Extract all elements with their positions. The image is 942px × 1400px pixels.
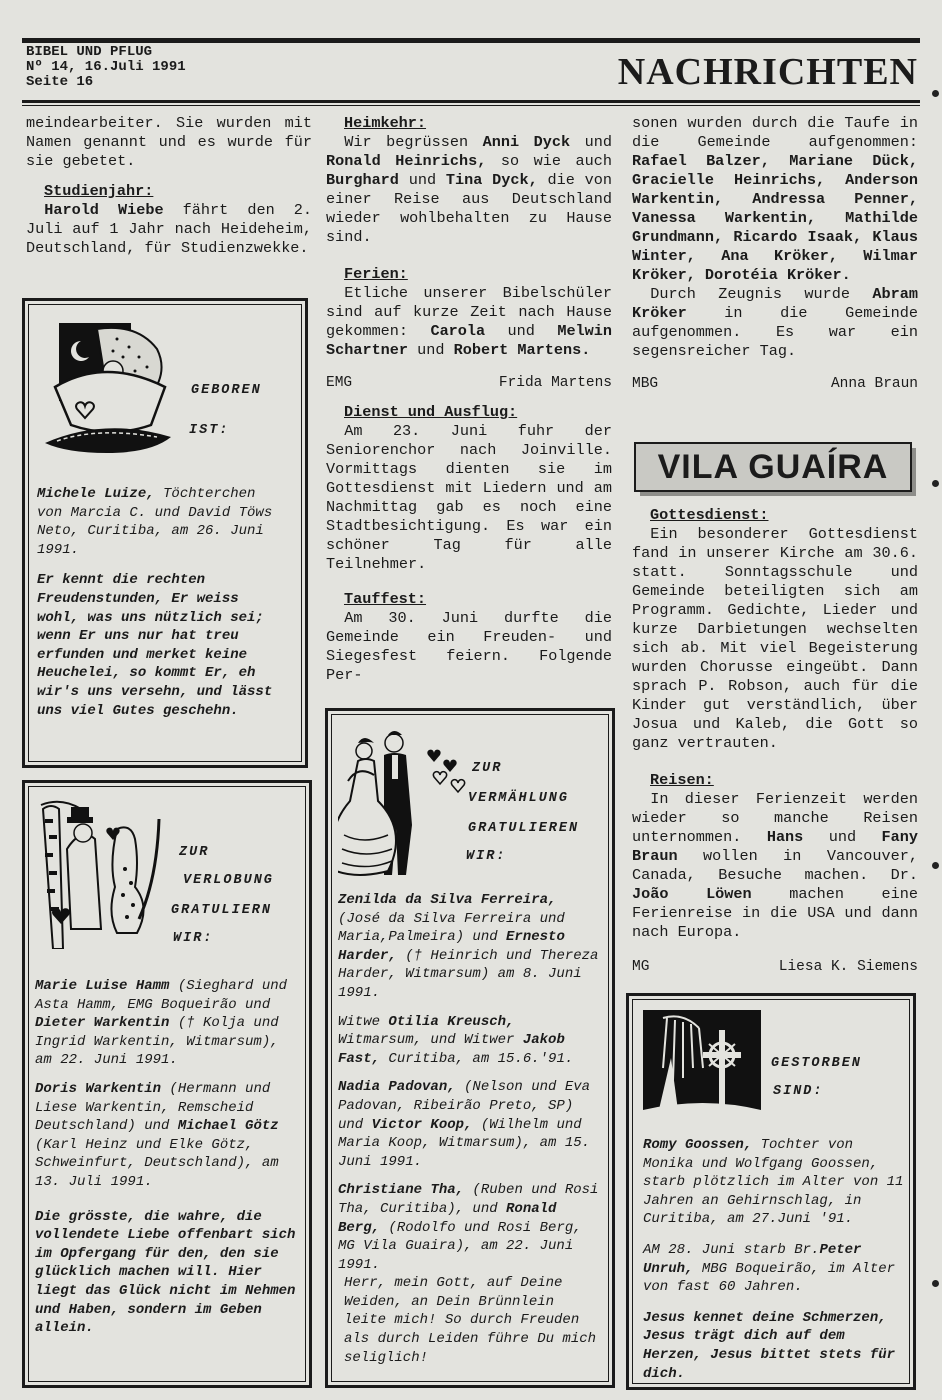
heimkehr-text: Wir begrüssen Anni Dyck und Ronald Heinrichs, so wie auch Burghard und Tina Dyck, die von einer Reise aus Deutschland wieder wohlbehalten zu Hause sind. — [326, 133, 612, 246]
zeugnis-text: Durch Zeugnis wurde Abram Kröker in die Gemeinde aufgenommen. Es war ein segensreicher Tag. — [632, 285, 918, 360]
column-3 — [632, 114, 918, 394]
couple-illustration — [37, 799, 169, 949]
column-3-lower — [632, 506, 918, 977]
wedding-announcement-box — [325, 708, 615, 1388]
willow-cross-illustration — [643, 1010, 761, 1118]
engagement-entry: Doris Warkentin (Hermann und Liese Warkentin, Remscheid Deutschland) und Michael Götz (Karl Heinz und Elke Götz, Schweinfurt, Deutschland), am 13. Juli 1991. — [35, 1080, 279, 1190]
birth-entry: Michele Luize, Töchterchen von Marcia C. und David Töws Neto, Curitiba, am 26. Juni 1991. — [37, 486, 273, 558]
wedding-title-3: GRATULIEREN — [468, 821, 580, 836]
page-title: NACHRICHTEN — [617, 51, 918, 93]
wedding-entry: Witwe Otilia Kreusch, Witmarsum, und Witwer Jakob Fast, Curitiba, am 15.6.'91. — [338, 1013, 574, 1067]
birth-verse: Er kennt die rechten Freudenstunden, Er weiss wohl, was uns nützlich sei; wenn Er uns nur hat treu erfunden und merket keine Heuchelei, so kommt Er, eh wir's uns versehn, und lässt uns viel Gutes geschehn. — [37, 572, 273, 719]
engagement-title-2: VERLOBUNG — [183, 873, 274, 888]
studienjahr-text: Harold Wiebe fährt den 2. Juli auf 1 Jahr nach Heideheim, Deutschland, für Studienzwekke. — [26, 201, 313, 257]
obituary-content — [643, 1136, 905, 1383]
signature-line — [632, 958, 918, 977]
dienst-text: Am 23. Juni fuhr der Seniorenchor nach Joinville. Vormittags dienten sie im Gottesdienst mit Liedern und am Nachmittag gab es noch eine Stadtbesichtigung. Es war ein schöner Tag für alle Teilnehmer. — [326, 422, 612, 573]
binder-hole — [932, 862, 939, 869]
reisen-text: In dieser Ferienzeit werden wieder so manche Reisen unternommen. Hans und Fany Braun wollen in Vancouver, Canada, Besuche machen. Dr. João Löwen machen eine Ferienreise in die USA und dann nach Europa. — [632, 790, 919, 941]
person-name: Harold Wiebe — [44, 201, 164, 219]
section-heading-dienst: Dienst und Ausflug: — [344, 403, 518, 421]
congregation-code: MBG — [632, 376, 659, 392]
signature-line — [326, 374, 612, 393]
binder-hole — [932, 480, 939, 487]
issue-number: Nº 14, 16.Juli 1991 — [26, 59, 186, 75]
obituary-entry: Romy Goossen, Tochter von Monika und Wolfgang Goossen, starb plötzlich im Alter von 11 Jahren an Gehirnschlag, in Curitiba, am 27.Juni '91. — [643, 1137, 904, 1228]
wedding-entry: Christiane Tha, (Ruben und Rosi Tha, Curitiba), und Ronald Berg, (Rodolfo und Rosi Berg, MG Vila Guaira), am 22. Juni 1991. — [338, 1182, 599, 1273]
wedding-title-2: VERMÄHLUNG — [468, 791, 570, 806]
obituary-title-1: GESTORBEN — [771, 1056, 862, 1071]
signature-line — [632, 375, 918, 394]
section-heading-studienjahr: Studienjahr: — [44, 182, 154, 200]
author-name: Liesa K. Siemens — [778, 959, 918, 975]
section-heading-heimkehr: Heimkehr: — [344, 114, 427, 132]
intro-text: meindearbeiter. Sie wurden mit Namen genannt und es wurde für sie gebetet. — [26, 114, 312, 170]
binder-hole — [932, 1280, 939, 1287]
engagement-title-1: ZUR — [179, 845, 210, 860]
header-rule-bottom-thin — [22, 105, 920, 106]
wedding-title-4: WIR: — [466, 849, 507, 864]
wedding-announcement-inner — [331, 714, 609, 1382]
congregation-code: EMG — [326, 375, 353, 391]
taufe-text: sonen wurden durch die Taufe in die Gemeinde aufgenommen: Rafael Balzer, Mariane Dück, Gracielle Heinrichs, Anderson Warkentin, Andressa Penner, Vanessa Warkentin, Mathilde Grundmann, Ricardo Isaak, Klaus Winter, Ana Kröker, Wilmar Kröker, Dorotéia Kröker. — [632, 114, 918, 284]
column-2 — [326, 114, 612, 685]
wedding-couple-illustration — [338, 725, 468, 885]
gottesdienst-text: Ein besonderer Gottesdienst fand in unserer Kirche am 30.6. statt. Sonntagsschule und Gemeinde beteiligten sich am Programm. Gedichte, Lieder und kurze Darbietungen wechselten sich ab. Mit viel Begeisterung wurden Chorusse eingeübt. Dann sprach P. Robson, auch für die Kinder gut verständlich, über Josua und Kaleb, die Gott so ganz vertrauten. — [632, 525, 918, 752]
header-meta — [26, 45, 186, 90]
baptized-names: Rafael Balzer, Mariane Dück, Gracielle Heinrichs, Anderson Warkentin, Andressa Penner, Vanessa Warkentin, Mathilde Grundmann, Ricardo Isaak, Klaus Winter, Ana Kröker, Wilmar Kröker, Dorotéia Kröker. — [632, 152, 918, 284]
page-number: Seite 16 — [26, 74, 94, 90]
obituary-entry: AM 28. Juni starb Br.Peter Unruh, MBG Boqueirão, im Alter von fast 60 Jahren. — [643, 1241, 896, 1296]
wedding-entry: Nadia Padovan, (Nelson und Eva Padovan, Ribeirão Preto, SP) und Victor Koop, (Wilhelm und Maria Koop, Witmarsum), am 15. Juni 1991. — [338, 1079, 591, 1170]
birth-title-2: IST: — [189, 423, 230, 438]
column-1 — [26, 114, 312, 258]
obituary-box — [626, 993, 916, 1390]
birth-announcement-inner — [28, 304, 302, 762]
section-heading-reisen: Reisen: — [650, 771, 714, 789]
section-heading-tauffest: Tauffest: — [344, 590, 427, 608]
obituary-inner — [632, 999, 910, 1384]
engagement-title-3: GRATULIERN — [171, 903, 273, 918]
obituary-verse: Jesus kennet deine Schmerzen, Jesus trägt dich auf dem Herzen, Jesus bittet stets für dich. — [643, 1309, 896, 1382]
header-rule-bottom — [22, 100, 920, 103]
section-heading-gottesdienst: Gottesdienst: — [650, 506, 769, 524]
author-name: Frida Martens — [498, 375, 612, 391]
cradle-illustration — [37, 317, 177, 467]
congregation-code: MG — [632, 959, 650, 975]
birth-content — [37, 485, 289, 720]
engagement-title-4: WIR: — [173, 931, 214, 946]
engagement-verse: Die grösste, die wahre, die vollendete Liebe offenbart sich im Opfergang für den, den sie glücklich machen will. Hier liegt das Glück nicht im Nehmen und Haben, sondern im Geben allein. — [35, 1208, 296, 1337]
binder-hole — [932, 90, 939, 97]
section-heading-ferien: Ferien: — [344, 265, 408, 283]
wedding-verse: Herr, mein Gott, auf Deine Weiden, an Dein Brünnlein leite mich! So durch Freuden als durch Leiden führe Du mich seliglich! — [344, 1275, 597, 1366]
ferien-text: Etliche unserer Bibelschüler sind auf kurze Zeit nach Hause gekommen: Carola und Melwin Schartner und Robert Martens. — [326, 284, 613, 359]
author-name: Anna Braun — [830, 376, 918, 392]
engagement-content — [35, 977, 301, 1338]
publication-name: BIBEL UND PFLUG — [26, 44, 153, 60]
engagement-entry: Marie Luise Hamm (Sieghard und Asta Hamm, EMG Boqueirão und Dieter Warkentin († Kolja und Ingrid Warkentin, Witmarsum), am 22. Juni 1991. — [35, 978, 288, 1069]
wedding-entry: Zenilda da Silva Ferreira, (José da Silva Ferreira und Maria,Palmeira) und Ernesto Harder, († Heinrich und Thereza Harder, Witmarsum) am 8. Juni 1991. — [338, 892, 599, 1001]
birth-title-1: GEBOREN — [191, 383, 262, 398]
header-rule-top — [22, 38, 920, 43]
section-banner-vila-guaira: VILA GUAÍRA — [634, 442, 912, 492]
wedding-title-1: ZUR — [472, 761, 503, 776]
wedding-content — [338, 891, 604, 1367]
engagement-announcement-box — [22, 780, 312, 1388]
tauffest-text: Am 30. Juni durfte die Gemeinde ein Freuden- und Siegesfest feiern. Folgende Per- — [326, 609, 612, 684]
birth-announcement-box — [22, 298, 308, 768]
obituary-title-2: SIND: — [773, 1084, 824, 1099]
child-name: Michele Luize, — [37, 486, 155, 502]
engagement-announcement-inner — [28, 786, 306, 1382]
